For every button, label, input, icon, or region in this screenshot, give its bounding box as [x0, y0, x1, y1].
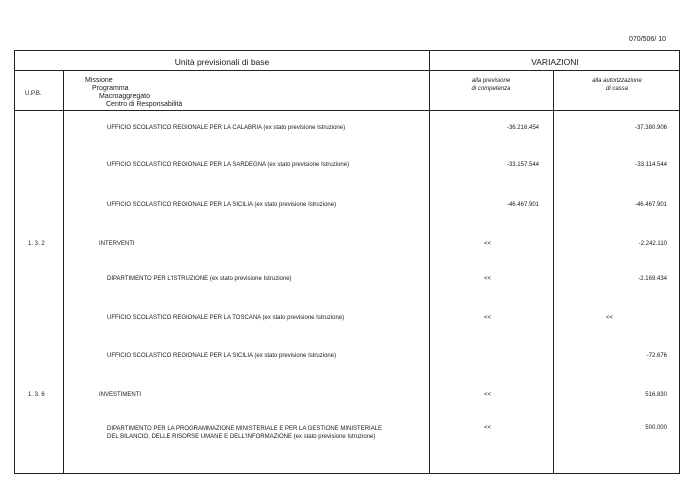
header-competenza-line2: di competenza [471, 86, 511, 92]
header-cassa-line1: alla autorizzazione [592, 78, 642, 84]
row-description: UFFICIO SCOLASTICO REGIONALE PER LA TOSCANA (ex stato previsione Istruzione) [107, 315, 345, 321]
document-code: 070/506/ 10 [629, 36, 666, 43]
header-cassa [553, 77, 681, 93]
row-description: UFFICIO SCOLASTICO REGIONALE PER LA SICILIA (ex stato previsione Istruzione) [107, 353, 337, 359]
cassa-column-rule [553, 70, 554, 473]
header-title: Unità previsionali di base [174, 57, 270, 67]
header-upb: U.P.B. [25, 91, 42, 97]
row-cassa: -33.114.544 [635, 162, 667, 168]
row-competenza: -46.467.901 [506, 202, 539, 208]
row-competenza: -36.216.454 [506, 125, 539, 131]
row-description: INTERVENTI [99, 241, 135, 247]
row-competenza: << [483, 241, 491, 247]
variations-column-rule [429, 51, 430, 473]
row-cassa: -2.242.110 [638, 241, 667, 247]
header-competenza [429, 77, 553, 93]
row-cassa: << [605, 315, 613, 321]
row-description: DIPARTIMENTO PER L'ISTRUZIONE (ex stato previsione Istruzione) [107, 276, 292, 282]
row-cassa: -72.676 [646, 353, 667, 359]
header-cassa-line2: di cassa [605, 86, 628, 92]
header-competenza-line1: alla previsione [471, 78, 511, 84]
row-code: 1. 3. 2 [28, 241, 45, 247]
budget-variations-table [14, 50, 680, 474]
row-code: 1. 3. 6 [28, 392, 45, 398]
header-programma: Programma [92, 85, 129, 92]
header-hierarchy [85, 77, 182, 109]
row-cassa: -46.467.901 [634, 202, 667, 208]
header-missione: Missione [85, 77, 113, 84]
row-cassa: -37.380.906 [634, 125, 667, 131]
header-centro: Centro di Responsabilità [106, 101, 183, 108]
header-bottom-rule [15, 110, 679, 111]
row-competenza: << [483, 425, 491, 431]
row-competenza: -33.157.544 [506, 162, 539, 168]
row-competenza: << [483, 392, 491, 398]
row-description: DIPARTIMENTO PER LA PROGRAMMAZIONE MINISTERIALE E PER LA GESTIONE MINISTERIALE DEL BILANCIO, DELLE RISORSE UMANE E DELL'INFORMAZIONE (ex stato previsione Istruzione) [107, 426, 383, 440]
row-cassa: -2.169.434 [638, 276, 667, 282]
row-competenza: << [483, 276, 491, 282]
row-description: UFFICIO SCOLASTICO REGIONALE PER LA SICILIA (ex stato previsione Istruzione) [107, 202, 337, 208]
upb-column-rule [63, 70, 64, 473]
row-description: INVESTIMENTI [99, 392, 142, 398]
header-macroaggregato: Macroaggregato [99, 93, 150, 100]
row-description: UFFICIO SCOLASTICO REGIONALE PER LA SARDEGNA (ex stato previsione Istruzione) [107, 162, 350, 168]
row-description: UFFICIO SCOLASTICO REGIONALE PER LA CALABRIA (ex stato previsione Istruzione) [107, 125, 346, 131]
header-divider [15, 70, 679, 71]
row-cassa: 500.000 [645, 425, 667, 431]
row-competenza: << [483, 315, 491, 321]
row-cassa: 516.830 [645, 392, 667, 398]
header-variations: VARIAZIONI [531, 57, 579, 67]
